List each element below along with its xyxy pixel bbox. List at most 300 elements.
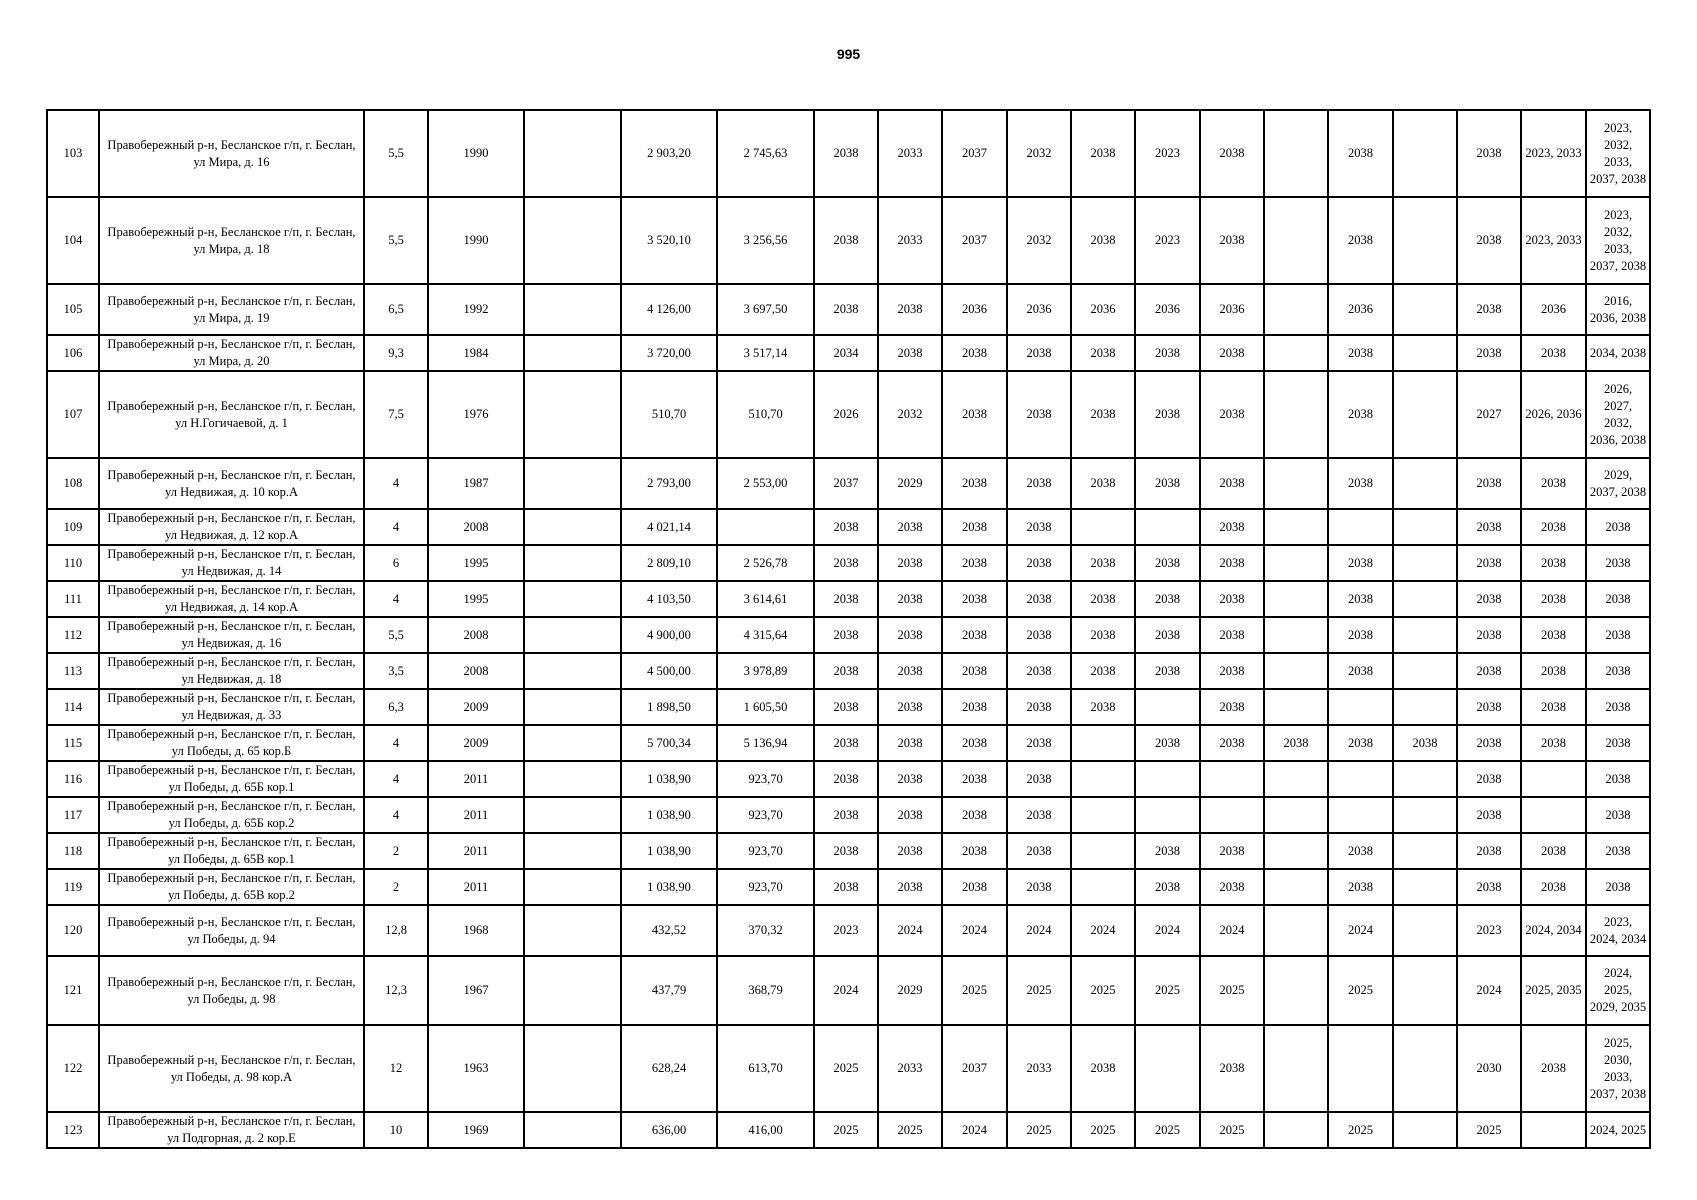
row-number-cell: 111 (47, 581, 99, 617)
repair-year-cell: 2038 (1521, 869, 1586, 905)
repair-year-cell: 2038 (1071, 458, 1135, 509)
repair-year-cell: 2038 (1457, 653, 1521, 689)
total-area-cell: 4 500,00 (621, 653, 717, 689)
repair-year-cell: 2024 (942, 905, 1007, 956)
row-number-cell: 103 (47, 110, 99, 197)
table-row (47, 371, 1650, 458)
address-cell: Правобережный р-н, Бесланское г/п, г. Беслан, ул Недвижая, д. 10 кор.А (99, 458, 364, 509)
repair-year-cell (1264, 905, 1328, 956)
year-built-cell: 2011 (428, 761, 524, 797)
repair-year-cell: 2038 (1328, 371, 1393, 458)
repair-year-cell (1264, 956, 1328, 1025)
repair-year-cell: 2038 (1328, 869, 1393, 905)
row-number-cell: 113 (47, 653, 99, 689)
repair-year-cell (1071, 725, 1135, 761)
repair-year-cell: 2038 (1586, 833, 1650, 869)
value-cell (524, 869, 621, 905)
repair-year-cell: 2038 (942, 653, 1007, 689)
row-number-cell: 114 (47, 689, 99, 725)
value-cell: 4 (364, 761, 428, 797)
repair-year-cell (1264, 761, 1328, 797)
repair-year-cell: 2038 (1521, 458, 1586, 509)
row-number-cell: 108 (47, 458, 99, 509)
repair-year-cell: 2038 (1586, 761, 1650, 797)
repair-year-cell: 2025, 2030, 2033, 2037, 2038 (1586, 1025, 1650, 1112)
value-cell: 6 (364, 545, 428, 581)
repair-year-cell (1135, 797, 1200, 833)
repair-year-cell: 2038 (814, 797, 878, 833)
repair-year-cell: 2025 (1135, 956, 1200, 1025)
repair-year-cell: 2038 (1521, 689, 1586, 725)
repair-year-cell: 2038 (942, 581, 1007, 617)
table-row (47, 1025, 1650, 1112)
year-built-cell: 2011 (428, 797, 524, 833)
repair-year-cell: 2025 (878, 1112, 942, 1148)
address-cell: Правобережный р-н, Бесланское г/п, г. Беслан, ул Недвижая, д. 33 (99, 689, 364, 725)
repair-year-cell: 2038 (1586, 689, 1650, 725)
repair-year-cell: 2038 (942, 617, 1007, 653)
repair-year-cell: 2038 (814, 545, 878, 581)
repair-year-cell: 2030 (1457, 1025, 1521, 1112)
value-cell (524, 1025, 621, 1112)
address-cell: Правобережный р-н, Бесланское г/п, г. Беслан, ул Недвижая, д. 14 кор.А (99, 581, 364, 617)
table-row (47, 689, 1650, 725)
total-area-cell: 2 903,20 (621, 110, 717, 197)
repair-year-cell: 2038 (1457, 581, 1521, 617)
value-cell (524, 1112, 621, 1148)
year-built-cell: 1969 (428, 1112, 524, 1148)
total-area-cell: 636,00 (621, 1112, 717, 1148)
total-area-cell: 2 793,00 (621, 458, 717, 509)
repair-year-cell: 2038 (1521, 581, 1586, 617)
total-area-cell: 1 038,90 (621, 869, 717, 905)
repair-year-cell: 2016, 2036, 2038 (1586, 284, 1650, 335)
repair-year-cell (1393, 371, 1457, 458)
repair-year-cell (1135, 761, 1200, 797)
repair-year-cell: 2038 (1200, 509, 1264, 545)
total-area-cell: 3 720,00 (621, 335, 717, 371)
value-cell: 9,3 (364, 335, 428, 371)
total-area-cell: 4 103,50 (621, 581, 717, 617)
repair-year-cell: 2023 (814, 905, 878, 956)
year-built-cell: 2011 (428, 869, 524, 905)
row-number-cell: 123 (47, 1112, 99, 1148)
repair-year-cell: 2038 (1200, 371, 1264, 458)
repair-year-cell (1264, 335, 1328, 371)
repair-year-cell (1393, 509, 1457, 545)
repair-year-cell (1521, 1112, 1586, 1148)
repair-year-cell: 2038 (1200, 458, 1264, 509)
value-cell (524, 458, 621, 509)
repair-year-cell: 2024, 2025 (1586, 1112, 1650, 1148)
repair-year-cell: 2038 (1007, 458, 1071, 509)
row-number-cell: 109 (47, 509, 99, 545)
repair-year-cell: 2025 (814, 1112, 878, 1148)
repair-year-cell: 2036 (1521, 284, 1586, 335)
repair-year-cell (1393, 653, 1457, 689)
repair-year-cell (1393, 617, 1457, 653)
value-cell: 5,5 (364, 197, 428, 284)
repair-year-cell (1264, 197, 1328, 284)
year-built-cell: 2008 (428, 617, 524, 653)
value-cell (524, 110, 621, 197)
row-number-cell: 118 (47, 833, 99, 869)
repair-year-cell (1071, 761, 1135, 797)
value-cell (524, 581, 621, 617)
value-cell: 4 (364, 725, 428, 761)
repair-year-cell: 2023 (1135, 110, 1200, 197)
value-cell: 4 (364, 581, 428, 617)
address-cell: Правобережный р-н, Бесланское г/п, г. Беслан, ул Мира, д. 19 (99, 284, 364, 335)
year-built-cell: 1976 (428, 371, 524, 458)
repair-year-cell (1264, 545, 1328, 581)
repair-year-cell (1393, 1025, 1457, 1112)
repair-year-cell: 2038 (1586, 509, 1650, 545)
total-area-cell: 5 700,34 (621, 725, 717, 761)
repair-year-cell: 2024 (878, 905, 942, 956)
table-row (47, 869, 1650, 905)
value-cell: 4 (364, 797, 428, 833)
value-cell: 12 (364, 1025, 428, 1112)
repair-year-cell: 2033 (878, 1025, 942, 1112)
living-area-cell: 3 697,50 (717, 284, 814, 335)
repair-year-cell: 2038 (814, 284, 878, 335)
repair-year-cell: 2025, 2035 (1521, 956, 1586, 1025)
repair-year-cell: 2025 (1007, 956, 1071, 1025)
value-cell: 4 (364, 458, 428, 509)
repair-year-cell: 2026, 2027, 2032, 2036, 2038 (1586, 371, 1650, 458)
repair-year-cell: 2038 (814, 653, 878, 689)
living-area-cell: 2 553,00 (717, 458, 814, 509)
repair-year-cell: 2027 (1457, 371, 1521, 458)
repair-year-cell: 2038 (1200, 617, 1264, 653)
living-area-cell: 923,70 (717, 797, 814, 833)
repair-year-cell (1200, 761, 1264, 797)
repair-year-cell: 2038 (1521, 335, 1586, 371)
repair-year-cell (1135, 1025, 1200, 1112)
value-cell (524, 509, 621, 545)
address-cell: Правобережный р-н, Бесланское г/п, г. Беслан, ул Мира, д. 18 (99, 197, 364, 284)
repair-year-cell: 2038 (1135, 335, 1200, 371)
repair-year-cell: 2038 (1328, 545, 1393, 581)
repair-year-cell: 2038 (1200, 545, 1264, 581)
repair-year-cell (1393, 1112, 1457, 1148)
repair-year-cell: 2038 (1007, 653, 1071, 689)
repair-year-cell: 2038 (1586, 653, 1650, 689)
table-row (47, 335, 1650, 371)
repair-year-cell: 2038 (1521, 725, 1586, 761)
value-cell (524, 617, 621, 653)
total-area-cell: 432,52 (621, 905, 717, 956)
repair-year-cell: 2038 (1200, 689, 1264, 725)
repair-year-cell: 2038 (1200, 653, 1264, 689)
living-area-cell: 2 745,63 (717, 110, 814, 197)
total-area-cell: 1 898,50 (621, 689, 717, 725)
table-row (47, 797, 1650, 833)
table-row (47, 197, 1650, 284)
repair-year-cell: 2036 (1200, 284, 1264, 335)
value-cell: 3,5 (364, 653, 428, 689)
repair-year-cell: 2038 (1328, 581, 1393, 617)
year-built-cell: 1987 (428, 458, 524, 509)
repair-year-cell: 2038 (1071, 617, 1135, 653)
table-row (47, 761, 1650, 797)
year-built-cell: 2009 (428, 689, 524, 725)
repair-year-cell (1521, 797, 1586, 833)
repair-year-cell: 2038 (878, 725, 942, 761)
repair-year-cell: 2038 (1457, 197, 1521, 284)
repair-year-cell: 2038 (1135, 833, 1200, 869)
repair-year-cell: 2023, 2033 (1521, 197, 1586, 284)
total-area-cell: 1 038,90 (621, 833, 717, 869)
repair-year-cell (1264, 617, 1328, 653)
repair-year-cell: 2038 (1200, 581, 1264, 617)
living-area-cell: 923,70 (717, 833, 814, 869)
table-row (47, 110, 1650, 197)
repair-year-cell: 2038 (1586, 869, 1650, 905)
repair-year-cell: 2036 (1007, 284, 1071, 335)
repair-year-cell: 2025 (1200, 956, 1264, 1025)
value-cell (524, 197, 621, 284)
repair-year-cell: 2032 (1007, 197, 1071, 284)
repair-year-cell: 2038 (1007, 797, 1071, 833)
repair-year-cell (1393, 197, 1457, 284)
repair-year-cell (1393, 335, 1457, 371)
row-number-cell: 120 (47, 905, 99, 956)
repair-year-cell (1264, 458, 1328, 509)
year-built-cell: 2008 (428, 653, 524, 689)
repair-year-cell: 2038 (1135, 458, 1200, 509)
row-number-cell: 107 (47, 371, 99, 458)
value-cell (524, 653, 621, 689)
year-built-cell: 2009 (428, 725, 524, 761)
repair-year-cell: 2038 (814, 725, 878, 761)
value-cell: 6,5 (364, 284, 428, 335)
year-built-cell: 1963 (428, 1025, 524, 1112)
repair-year-cell: 2038 (1200, 1025, 1264, 1112)
value-cell: 6,3 (364, 689, 428, 725)
repair-year-cell: 2038 (942, 458, 1007, 509)
repair-year-cell: 2025 (1200, 1112, 1264, 1148)
repair-year-cell: 2038 (1200, 335, 1264, 371)
repair-year-cell: 2024 (1457, 956, 1521, 1025)
repair-year-cell: 2036 (942, 284, 1007, 335)
repair-year-cell (1328, 797, 1393, 833)
value-cell (524, 956, 621, 1025)
repair-year-cell: 2038 (1328, 335, 1393, 371)
year-built-cell: 1992 (428, 284, 524, 335)
repair-year-cell: 2038 (814, 689, 878, 725)
repair-year-cell: 2038 (1457, 509, 1521, 545)
repair-year-cell (1264, 1112, 1328, 1148)
repair-year-cell (1071, 797, 1135, 833)
year-built-cell: 1990 (428, 197, 524, 284)
repair-year-cell (1393, 110, 1457, 197)
repair-year-cell: 2038 (942, 689, 1007, 725)
living-area-cell: 370,32 (717, 905, 814, 956)
repair-year-cell: 2038 (1328, 833, 1393, 869)
living-area-cell (717, 509, 814, 545)
table-row (47, 833, 1650, 869)
repair-year-cell: 2038 (942, 335, 1007, 371)
year-built-cell: 1995 (428, 545, 524, 581)
repair-year-cell: 2033 (1007, 1025, 1071, 1112)
repair-year-cell: 2038 (1521, 545, 1586, 581)
repair-year-cell (1264, 653, 1328, 689)
repair-year-cell: 2024 (1135, 905, 1200, 956)
repair-year-cell: 2038 (1135, 545, 1200, 581)
repair-year-cell (1071, 509, 1135, 545)
value-cell (524, 284, 621, 335)
repair-year-cell (1521, 761, 1586, 797)
value-cell: 12,8 (364, 905, 428, 956)
table-row (47, 545, 1650, 581)
row-number-cell: 117 (47, 797, 99, 833)
repair-year-cell (1071, 869, 1135, 905)
living-area-cell: 923,70 (717, 869, 814, 905)
repair-year-cell: 2038 (1007, 371, 1071, 458)
address-cell: Правобережный р-н, Бесланское г/п, г. Беслан, ул Победы, д. 94 (99, 905, 364, 956)
repair-year-cell: 2037 (942, 1025, 1007, 1112)
repair-year-cell: 2038 (1135, 617, 1200, 653)
repair-year-cell: 2038 (1457, 335, 1521, 371)
repair-year-cell: 2038 (1007, 335, 1071, 371)
repair-year-cell (1393, 581, 1457, 617)
repair-year-cell: 2038 (942, 371, 1007, 458)
repair-year-cell: 2029 (878, 458, 942, 509)
value-cell: 2 (364, 869, 428, 905)
row-number-cell: 116 (47, 761, 99, 797)
year-built-cell: 2008 (428, 509, 524, 545)
repair-year-cell: 2038 (1457, 617, 1521, 653)
repair-year-cell: 2038 (1200, 110, 1264, 197)
repair-year-cell: 2037 (942, 110, 1007, 197)
repair-year-cell (1393, 956, 1457, 1025)
page-number: 995 (836, 46, 861, 62)
repair-year-cell: 2038 (1521, 509, 1586, 545)
repair-year-cell (1328, 689, 1393, 725)
row-number-cell: 106 (47, 335, 99, 371)
address-cell: Правобережный р-н, Бесланское г/п, г. Беслан, ул Победы, д. 65 кор.Б (99, 725, 364, 761)
living-area-cell: 3 978,89 (717, 653, 814, 689)
table-row (47, 956, 1650, 1025)
repair-year-cell: 2038 (942, 509, 1007, 545)
repair-year-cell (1264, 509, 1328, 545)
value-cell: 5,5 (364, 110, 428, 197)
repair-year-cell: 2038 (1457, 284, 1521, 335)
year-built-cell: 1995 (428, 581, 524, 617)
repair-year-cell: 2025 (1071, 1112, 1135, 1148)
repair-year-cell (1393, 869, 1457, 905)
repair-year-cell (1264, 833, 1328, 869)
repair-year-cell: 2038 (1071, 335, 1135, 371)
address-cell: Правобережный р-н, Бесланское г/п, г. Беслан, ул Победы, д. 65В кор.2 (99, 869, 364, 905)
repair-year-cell: 2038 (1200, 869, 1264, 905)
repair-year-cell (1393, 545, 1457, 581)
value-cell (524, 905, 621, 956)
repair-year-cell: 2024 (1007, 905, 1071, 956)
repair-year-cell: 2033 (878, 110, 942, 197)
repair-year-cell: 2038 (942, 833, 1007, 869)
repair-year-cell (1200, 797, 1264, 833)
repair-year-cell: 2024 (942, 1112, 1007, 1148)
row-number-cell: 119 (47, 869, 99, 905)
repair-year-cell: 2038 (1007, 833, 1071, 869)
row-number-cell: 110 (47, 545, 99, 581)
repair-year-cell: 2038 (1586, 545, 1650, 581)
repair-year-cell: 2038 (1457, 833, 1521, 869)
living-area-cell: 3 614,61 (717, 581, 814, 617)
address-cell: Правобережный р-н, Бесланское г/п, г. Беслан, ул Мира, д. 16 (99, 110, 364, 197)
repair-year-cell: 2032 (1007, 110, 1071, 197)
repair-year-cell (1328, 761, 1393, 797)
repair-year-cell: 2029 (878, 956, 942, 1025)
repair-year-cell: 2025 (1007, 1112, 1071, 1148)
repair-year-cell: 2038 (1521, 1025, 1586, 1112)
repair-year-cell: 2023, 2032, 2033, 2037, 2038 (1586, 110, 1650, 197)
row-number-cell: 112 (47, 617, 99, 653)
address-cell: Правобережный р-н, Бесланское г/п, г. Беслан, ул Недвижая, д. 12 кор.А (99, 509, 364, 545)
table-row (47, 458, 1650, 509)
repair-year-cell: 2038 (1328, 725, 1393, 761)
repair-year-cell: 2038 (1135, 869, 1200, 905)
repair-year-cell (1328, 1025, 1393, 1112)
living-area-cell: 368,79 (717, 956, 814, 1025)
living-area-cell: 5 136,94 (717, 725, 814, 761)
repair-year-cell: 2036 (1071, 284, 1135, 335)
repair-year-cell: 2038 (1007, 581, 1071, 617)
repair-year-cell (1264, 1025, 1328, 1112)
repair-year-cell: 2038 (878, 761, 942, 797)
total-area-cell: 3 520,10 (621, 197, 717, 284)
repair-year-cell: 2038 (1328, 617, 1393, 653)
repair-year-cell: 2038 (814, 617, 878, 653)
repair-year-cell: 2036 (1328, 284, 1393, 335)
total-area-cell: 4 021,14 (621, 509, 717, 545)
table-row (47, 653, 1650, 689)
repair-year-cell: 2024 (1328, 905, 1393, 956)
repair-year-cell: 2038 (1457, 869, 1521, 905)
repair-year-cell: 2038 (1521, 617, 1586, 653)
repair-year-cell: 2038 (878, 653, 942, 689)
repair-year-cell (1393, 905, 1457, 956)
repair-year-cell: 2038 (814, 110, 878, 197)
repair-year-cell: 2038 (942, 545, 1007, 581)
repair-year-cell: 2026 (814, 371, 878, 458)
total-area-cell: 1 038,90 (621, 797, 717, 833)
address-cell: Правобережный р-н, Бесланское г/п, г. Беслан, ул Недвижая, д. 16 (99, 617, 364, 653)
address-cell: Правобережный р-н, Бесланское г/п, г. Беслан, ул Победы, д. 98 (99, 956, 364, 1025)
repair-year-cell: 2037 (814, 458, 878, 509)
repair-year-cell (1135, 689, 1200, 725)
total-area-cell: 4 900,00 (621, 617, 717, 653)
repair-year-cell: 2038 (1200, 725, 1264, 761)
address-cell: Правобережный р-н, Бесланское г/п, г. Беслан, ул Подгорная, д. 2 кор.Е (99, 1112, 364, 1148)
repair-year-cell: 2026, 2036 (1521, 371, 1586, 458)
value-cell (524, 335, 621, 371)
value-cell (524, 761, 621, 797)
address-cell: Правобережный р-н, Бесланское г/п, г. Беслан, ул Победы, д. 65Б кор.2 (99, 797, 364, 833)
repair-year-cell: 2038 (1007, 725, 1071, 761)
row-number-cell: 105 (47, 284, 99, 335)
repair-year-cell (1393, 833, 1457, 869)
repair-year-cell: 2038 (814, 197, 878, 284)
repair-year-cell: 2038 (878, 689, 942, 725)
repair-year-cell: 2038 (1586, 617, 1650, 653)
living-area-cell: 3 256,56 (717, 197, 814, 284)
repair-year-cell: 2025 (1457, 1112, 1521, 1148)
table-row (47, 617, 1650, 653)
